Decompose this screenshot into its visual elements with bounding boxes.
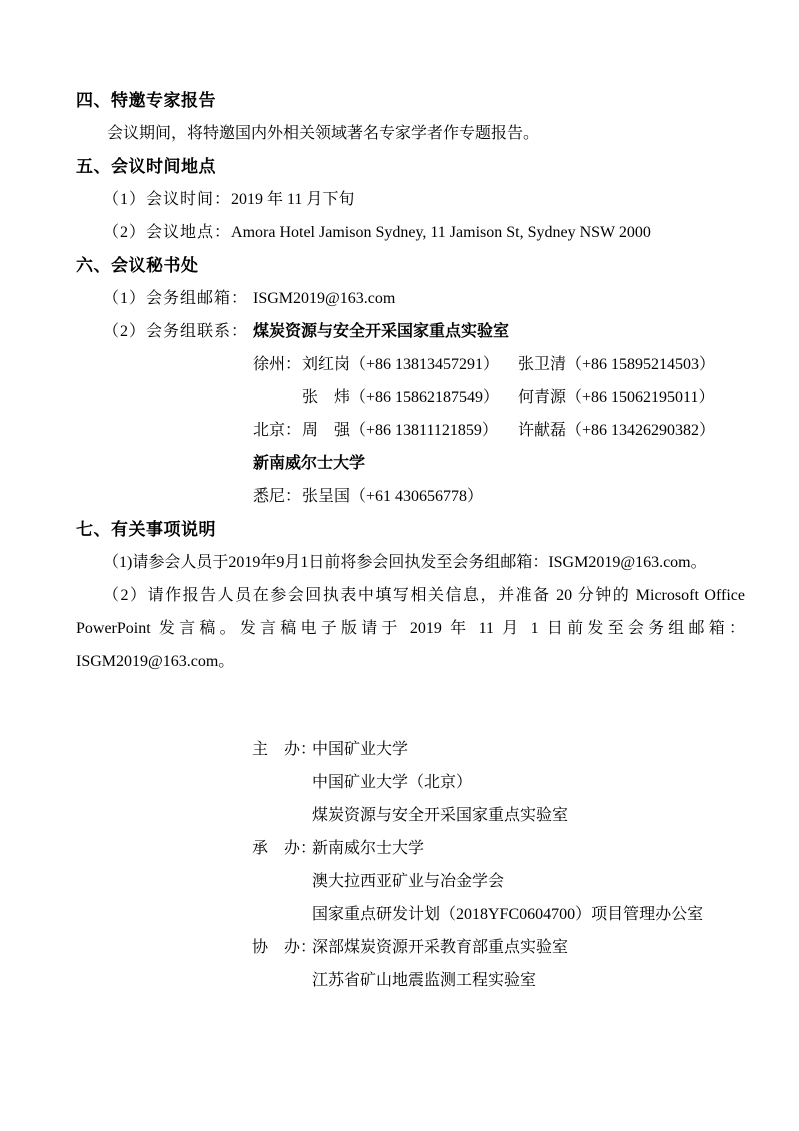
contact-phone: （+86 13426290382） [566, 422, 716, 439]
host-item: 煤炭资源与安全开采国家重点实验室 [312, 807, 569, 824]
contact-entry [518, 389, 714, 406]
contact-city: 北京： [253, 422, 302, 439]
contact-name: 张卫清 [518, 356, 567, 373]
contact-phone: （+86 13813457291） [350, 356, 500, 373]
contact-phone: （+86 15895214503） [566, 356, 716, 373]
contact-name: 刘红岗 [302, 356, 351, 373]
contact-name: 许献磊 [518, 422, 567, 439]
organizer-group [252, 832, 745, 931]
contact-entry [302, 414, 518, 447]
host-group [252, 733, 745, 832]
note-2-line-2: PowerPoint 发言稿。发言稿电子版请于 2019 年 11 月 1 日前发至会务组邮箱： [76, 620, 745, 637]
organizer-item: 澳大拉西亚矿业与冶金学会 [312, 873, 505, 890]
contact-row-beijing [76, 414, 745, 447]
contact-row-sydney [76, 480, 745, 513]
contact-phone: （+86 13811121859） [350, 422, 498, 439]
contact-city: 徐州： [253, 356, 302, 373]
meeting-place-row [76, 216, 745, 249]
host-items [312, 733, 745, 832]
host-label: 主 办： [252, 741, 317, 758]
organizer-items [312, 832, 745, 931]
contact-name: 张呈国 [302, 488, 351, 505]
co-organizer-group [252, 931, 745, 997]
organizer-item: 新南威尔士大学 [312, 840, 425, 857]
contact-phone: （+86 15862187549） [350, 389, 500, 406]
secretariat-contact-label: （2）会务组联系： [103, 323, 249, 340]
contact-entry [518, 422, 715, 439]
contact-entry [302, 348, 518, 381]
host-item: 中国矿业大学 [312, 741, 409, 758]
note-1: （1)请参会人员于2019年9月1日前将参会回执发至会务组邮箱：ISGM2019@163.com。 [103, 554, 707, 571]
co-organizer-item: 深部煤炭资源开采教育部重点实验室 [312, 939, 569, 956]
section-invited-heading: 四、特邀专家报告 [76, 91, 216, 110]
meeting-time-label: （1）会议时间： [103, 191, 232, 208]
meeting-place-value: Amora Hotel Jamison Sydney, 11 Jamison St, Sydney NSW 2000 [231, 224, 651, 241]
contact-name: 周 强 [302, 422, 351, 439]
contact-row-xuzhou [76, 348, 745, 381]
secretariat-email-label: （1）会务组邮箱： [103, 290, 249, 307]
meeting-place-label: （2）会议地点： [103, 224, 232, 241]
host-item: 中国矿业大学（北京） [312, 774, 473, 791]
note-2-line-3: ISGM2019@163.com。 [76, 653, 235, 670]
unsw-name: 新南威尔士大学 [253, 455, 366, 472]
section-invited-body: 会议期间，将特邀国内外相关领域著名专家学者作专题报告。 [107, 125, 540, 142]
section-notes-heading: 七、有关事项说明 [76, 520, 216, 539]
co-organizer-label: 协 办： [252, 939, 317, 956]
section-schedule-heading: 五、会议时间地点 [76, 157, 216, 176]
organizer-item: 国家重点研发计划（2018YFC0604700）项目管理办公室 [312, 906, 704, 923]
contact-name: 张 炜 [302, 389, 351, 406]
organizer-label: 承 办： [252, 840, 317, 857]
secretariat-email-row [76, 282, 745, 315]
organizers-block [76, 733, 745, 997]
contact-row-xuzhou-2 [76, 381, 745, 414]
contact-entry [518, 356, 715, 373]
meeting-time-row [76, 183, 745, 216]
contact-phone: （+86 15062195011） [566, 389, 715, 406]
contact-name: 何青源 [518, 389, 567, 406]
co-organizer-items [312, 931, 745, 997]
contact-entry [302, 381, 518, 414]
meeting-time-value: 2019 年 11 月下旬 [231, 191, 355, 208]
lab-name: 煤炭资源与安全开采国家重点实验室 [253, 323, 510, 340]
co-organizer-item: 江苏省矿山地震监测工程实验室 [312, 972, 537, 989]
section-secretariat-heading: 六、会议秘书处 [76, 256, 199, 275]
contact-city: 悉尼： [253, 488, 302, 505]
contact-phone: （+61 430656778） [350, 488, 484, 505]
secretariat-contact-row [76, 315, 745, 348]
secretariat-email-value: ISGM2019@163.com [253, 290, 396, 307]
note-2-line-1: （2）请作报告人员在参会回执表中填写相关信息，并准备 20 分钟的 Microsoft Office [103, 587, 745, 604]
